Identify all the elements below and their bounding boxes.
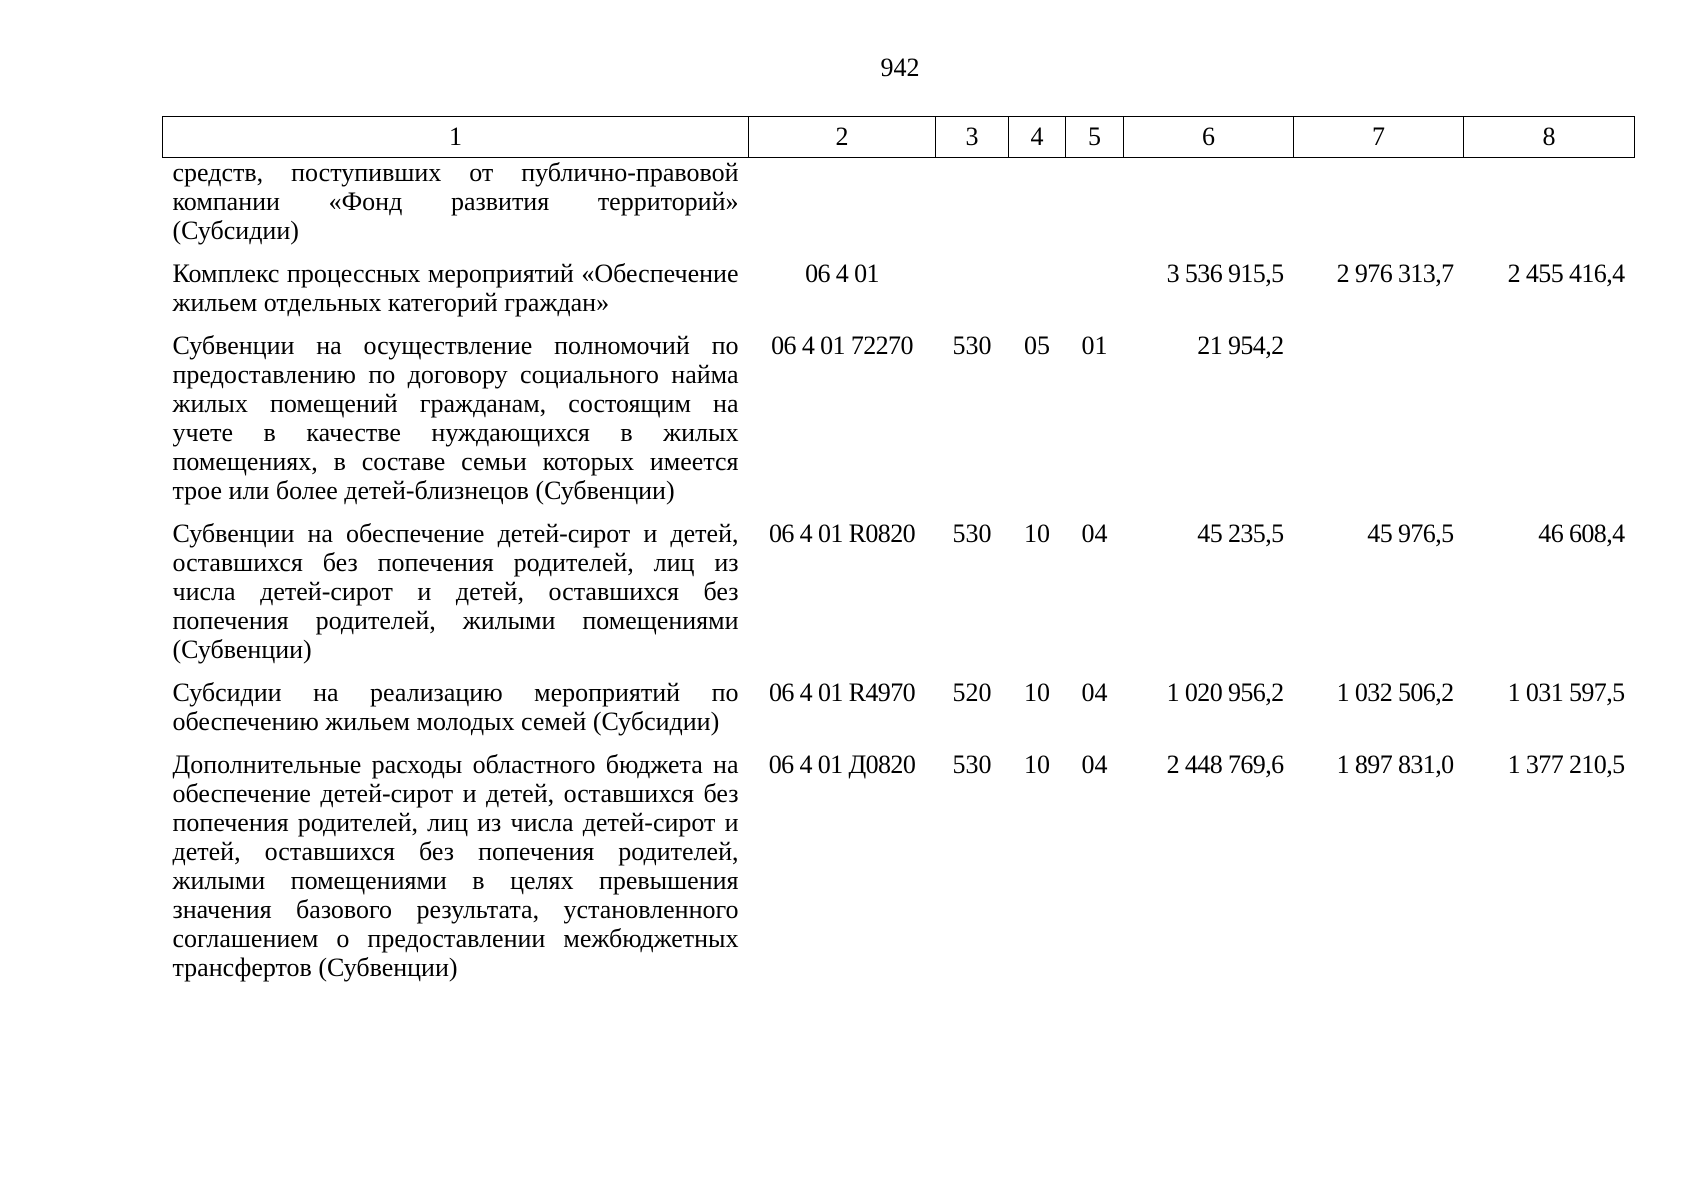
row-description: Субвенции на осуществление полномочий по предоставлению по договору социального найма жилых помещений гражданам, состоящим на учете в качестве нуждающихся в жилых помещениях, в составе семьи которых имеется трое или более детей-близнецов (Субвенции)	[172, 331, 739, 505]
row-section: 10	[1024, 750, 1050, 779]
row-description: Дополнительные расходы областного бюджета на обеспечение детей-сирот и детей, оставшихся без попечения родителей, лиц из числа детей-сирот и детей, оставшихся без попечения родителей, жилыми помещениями в целях превышения значения базового результата, установленного соглашением о предоставлении межбюджетных трансфертов (Субвенции)	[172, 750, 739, 982]
row-expense-type: 530	[952, 519, 992, 548]
row-description: Субсидии на реализацию мероприятий по обеспечению жильем молодых семей (Субсидии)	[172, 678, 739, 736]
column-header-6: 6	[1124, 117, 1294, 158]
row-value-7: 1 032 506,2	[1336, 678, 1454, 707]
row-value-6: 3 536 915,5	[1166, 259, 1284, 288]
column-header-3: 3	[936, 117, 1009, 158]
table-row	[163, 515, 1635, 674]
row-code: 06 4 01 Д0820	[768, 750, 916, 779]
row-value-8: 1 377 210,5	[1507, 750, 1625, 779]
table-row	[163, 255, 1635, 327]
row-code: 06 4 01 R4970	[768, 678, 916, 707]
row-expense-type: 520	[952, 678, 992, 707]
row-description: средств, поступивших от публично-правовой компании «Фонд развития территорий» (Субсидии)	[172, 158, 739, 245]
row-value-6: 1 020 956,2	[1166, 678, 1284, 707]
row-code: 06 4 01	[805, 259, 879, 288]
table-row	[163, 158, 1635, 256]
row-section: 10	[1024, 519, 1050, 548]
budget-table	[162, 116, 1635, 992]
row-value-8	[1464, 327, 1635, 515]
row-section: 05	[1024, 331, 1050, 360]
row-value-8: 1 031 597,5	[1507, 678, 1625, 707]
column-header-7: 7	[1294, 117, 1464, 158]
column-header-4: 4	[1009, 117, 1066, 158]
column-header-1: 1	[163, 117, 749, 158]
row-value-6: 21 954,2	[1197, 331, 1284, 360]
row-description: Субвенции на обеспечение детей-сирот и детей, оставшихся без попечения родителей, лиц из числа детей-сирот и детей, оставшихся без попечения родителей, жилыми помещениями (Субвенции)	[172, 519, 739, 664]
column-number-header	[163, 117, 1635, 158]
row-subsection: 04	[1081, 519, 1108, 548]
page-number: 942	[880, 53, 920, 82]
row-subsection: 01	[1081, 331, 1108, 360]
row-section	[1009, 255, 1066, 327]
row-code: 06 4 01 R0820	[768, 519, 916, 548]
row-description: Комплекс процессных мероприятий «Обеспечение жильем отдельных категорий граждан»	[172, 259, 739, 317]
row-value-7: 2 976 313,7	[1336, 259, 1454, 288]
row-value-7	[1294, 158, 1464, 256]
row-value-6: 2 448 769,6	[1166, 750, 1284, 779]
row-value-8: 46 608,4	[1538, 519, 1625, 548]
row-value-7: 1 897 831,0	[1336, 750, 1454, 779]
row-subsection: 04	[1081, 750, 1108, 779]
table-row	[163, 674, 1635, 746]
row-section: 10	[1024, 678, 1050, 707]
row-expense-type: 530	[952, 331, 992, 360]
row-code: 06 4 01 72270	[771, 331, 913, 360]
row-value-8	[1464, 158, 1635, 256]
row-value-8: 2 455 416,4	[1507, 259, 1625, 288]
table-row	[163, 327, 1635, 515]
row-value-6	[1124, 158, 1294, 256]
row-value-6: 45 235,5	[1197, 519, 1284, 548]
column-header-8: 8	[1464, 117, 1635, 158]
row-subsection	[1066, 255, 1124, 327]
row-value-7: 45 976,5	[1367, 519, 1454, 548]
row-subsection: 04	[1081, 678, 1108, 707]
row-value-7	[1294, 327, 1464, 515]
row-expense-type	[936, 255, 1009, 327]
row-expense-type	[936, 158, 1009, 256]
table-row	[163, 746, 1635, 992]
row-expense-type: 530	[952, 750, 992, 779]
column-header-2: 2	[749, 117, 936, 158]
row-subsection	[1066, 158, 1124, 256]
row-code	[749, 158, 936, 256]
column-header-5: 5	[1066, 117, 1124, 158]
row-section	[1009, 158, 1066, 256]
